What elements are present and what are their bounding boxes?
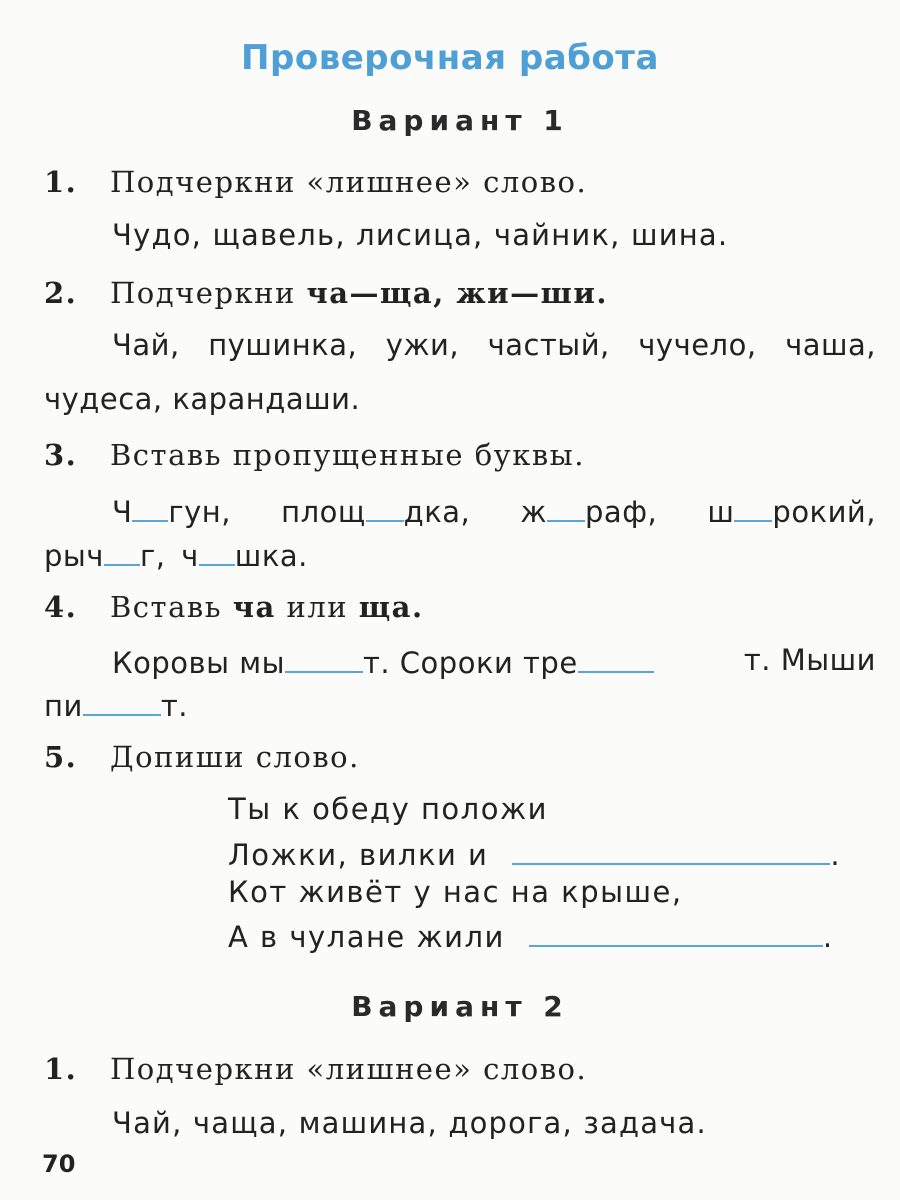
word: пушинка, [208, 328, 358, 362]
task-2-instruction: Подчеркни [110, 276, 307, 310]
blank-field[interactable] [366, 492, 404, 522]
task-1-variant-2 [44, 1052, 587, 1086]
task-5 [44, 740, 360, 774]
word: ужи, [385, 328, 460, 362]
task-1-words: Чудо, щавель, лисица, чайник, шина. [112, 218, 729, 252]
task-3-number: 3. [44, 438, 78, 472]
task-2-number: 2. [44, 276, 78, 310]
task-3 [44, 438, 585, 472]
blank-field[interactable] [529, 917, 823, 947]
task-5-instruction: Допиши слово. [110, 740, 360, 774]
task-1-words: Чай, чаща, машина, дорога, задача. [112, 1106, 707, 1140]
blank-field[interactable] [199, 536, 235, 566]
poem-line: А в чулане жили . [228, 917, 878, 954]
blank-field[interactable] [104, 536, 140, 566]
variant-2-heading: Вариант 2 [351, 990, 569, 1023]
task-4-sentence-line1: Коровы мы т. Сороки тре т. Мыши [112, 643, 876, 680]
task-2-words-line1 [112, 328, 876, 362]
variant-1-heading: Вариант 1 [351, 104, 569, 137]
task-5-number: 5. [44, 740, 78, 774]
task-3-instruction: Вставь пропущенные буквы. [110, 438, 585, 472]
poem-line: Ты к обеду положи [228, 792, 548, 826]
task-1-instruction: Подчеркни «лишнее» слово. [110, 165, 588, 199]
word: чаша, [785, 328, 876, 362]
gap-word: ж раф, [520, 492, 657, 529]
gap-word: Ч гун, [112, 492, 231, 529]
word: Чай, [112, 328, 180, 362]
blank-field[interactable] [132, 492, 168, 522]
blank-field[interactable] [578, 643, 654, 673]
task-1 [44, 165, 587, 199]
page-title: Проверочная работа [241, 38, 659, 78]
task-2-words-line2: чудеса, карандаши. [44, 382, 361, 416]
task-4: 4. Вставь ча или ща. [44, 590, 424, 624]
gap-word: площ дка, [281, 492, 470, 529]
blank-field[interactable] [285, 643, 363, 673]
task-2 [44, 276, 608, 310]
blank-field[interactable] [547, 492, 585, 522]
gap-word: ш рокий, [707, 492, 876, 529]
task-2-pattern: ча—ща, жи—ши. [306, 276, 608, 310]
blank-field[interactable] [83, 686, 161, 716]
task-4-sentence-line2: пи т. [44, 686, 188, 723]
blank-field[interactable] [734, 492, 772, 522]
poem-line: Кот живёт у нас на крыше, [228, 875, 683, 909]
blank-field[interactable] [512, 835, 830, 865]
word: частый, [487, 328, 610, 362]
task-1-instruction: Подчеркни «лишнее» слово. [110, 1052, 588, 1086]
task-1-number: 1. [44, 165, 78, 199]
task-3-words-line1 [112, 492, 876, 529]
task-3-words-line2: рыч г, ч шка. [44, 536, 308, 573]
task-1-number: 1. [44, 1052, 78, 1086]
page-number: 70 [42, 1150, 76, 1178]
word: чучело, [638, 328, 757, 362]
task-4-number: 4. [44, 590, 78, 624]
poem-line: Ложки, вилки и . [228, 835, 878, 872]
